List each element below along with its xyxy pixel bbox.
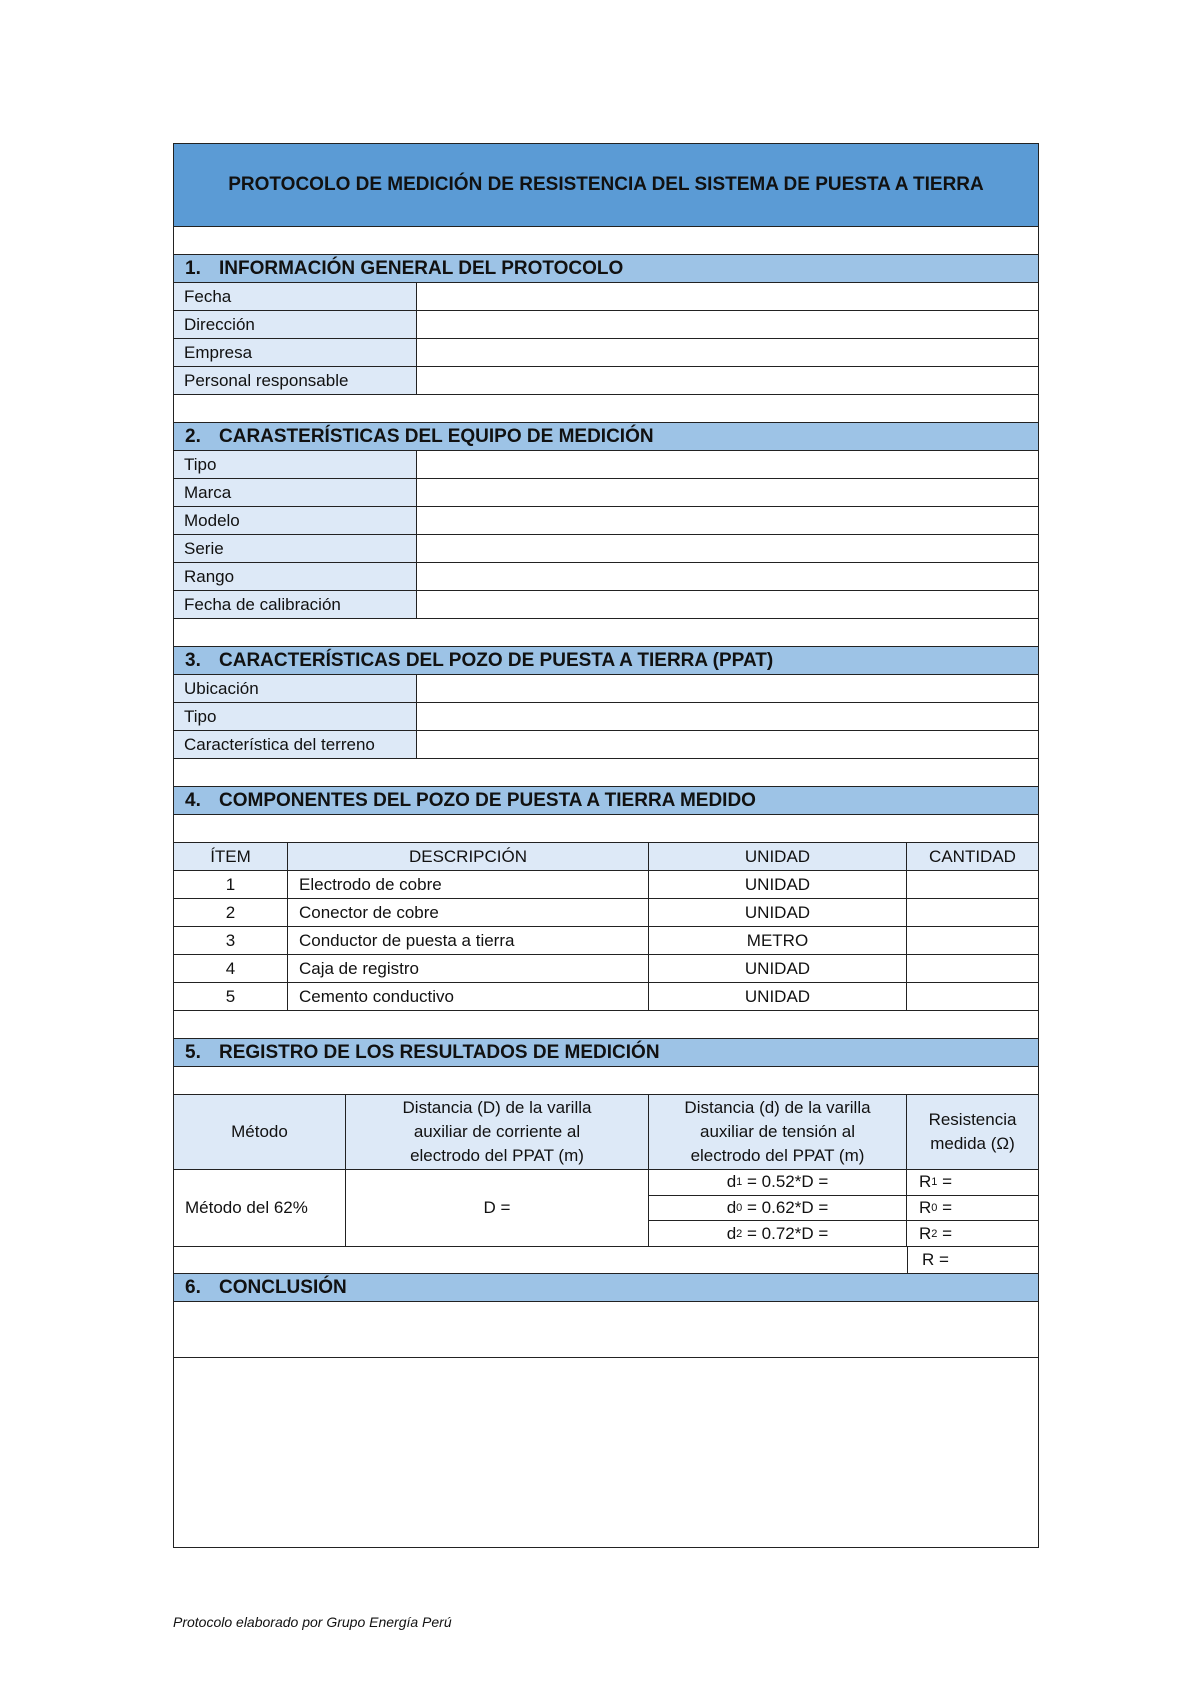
results-table-header [173, 1095, 1039, 1170]
d-symbol: d [726, 1172, 737, 1192]
field-row-empresa [173, 339, 1039, 367]
results-table-body [173, 1170, 1039, 1247]
section-number: 2. [185, 425, 201, 447]
field-value-input[interactable] [417, 451, 1038, 478]
r1-cell[interactable] [907, 1170, 1038, 1196]
spacer-row [173, 395, 1039, 423]
d-formula: = 0.52*D = [742, 1172, 829, 1192]
document-title: PROTOCOLO DE MEDICIÓN DE RESISTENCIA DEL SISTEMA DE PUESTA A TIERRA [173, 143, 1039, 227]
quantity-input[interactable] [907, 871, 1038, 898]
spacer-row [173, 619, 1039, 647]
conclusion-area-top[interactable] [173, 1302, 1039, 1358]
spacer-row [173, 1011, 1039, 1039]
distance-D-header [346, 1095, 649, 1169]
d1-cell[interactable] [649, 1170, 906, 1196]
section-6-header [173, 1274, 1039, 1302]
r-subscript: 1 [931, 1176, 938, 1189]
field-label: Tipo [174, 703, 417, 730]
section-1-header [173, 255, 1039, 283]
section-number: 1. [185, 257, 201, 279]
field-value-input[interactable] [417, 507, 1038, 534]
distance-d-cells [649, 1170, 907, 1246]
quantity-input[interactable] [907, 983, 1038, 1010]
item-cell: 1 [174, 871, 288, 898]
section-title: CARASTERÍSTICAS DEL EQUIPO DE MEDICIÓN [219, 425, 654, 447]
d-symbol: d [726, 1198, 737, 1217]
field-value-input[interactable] [417, 703, 1038, 730]
distance-D-input[interactable]: D = [346, 1170, 649, 1246]
final-resistance-cell[interactable]: R = [922, 1250, 949, 1269]
field-row-rango [173, 563, 1039, 591]
table-row [173, 955, 1039, 983]
field-row-marca [173, 479, 1039, 507]
description-cell: Electrodo de cobre [288, 871, 649, 898]
d-formula: = 0.62*D = [742, 1198, 829, 1217]
column-header: ÍTEM [174, 843, 288, 870]
field-row-terreno [173, 731, 1039, 759]
field-label: Fecha [174, 283, 417, 310]
conclusion-area-bottom[interactable] [173, 1358, 1039, 1548]
header-line: Resistencia [928, 1110, 1017, 1129]
field-label: Serie [174, 535, 417, 562]
r0-cell[interactable] [907, 1196, 1038, 1222]
description-cell: Conector de cobre [288, 899, 649, 926]
spacer-row [173, 227, 1039, 255]
unit-cell: UNIDAD [649, 899, 907, 926]
method-header: Método [174, 1095, 346, 1169]
protocol-sheet [173, 143, 1039, 1548]
field-label: Dirección [174, 311, 417, 338]
field-value-input[interactable] [417, 563, 1038, 590]
field-row-modelo [173, 507, 1039, 535]
section-title: CARACTERÍSTICAS DEL POZO DE PUESTA A TIERRA (PPAT) [219, 649, 774, 671]
field-label: Empresa [174, 339, 417, 366]
field-row-serie [173, 535, 1039, 563]
field-label: Ubicación [174, 675, 417, 702]
header-line: electrodo del PPAT (m) [410, 1146, 584, 1165]
item-cell: 3 [174, 927, 288, 954]
header-line: medida (Ω) [930, 1134, 1015, 1153]
r-equals: = [937, 1172, 953, 1192]
d0-cell[interactable] [649, 1196, 906, 1222]
description-cell: Conductor de puesta a tierra [288, 927, 649, 954]
quantity-input[interactable] [907, 927, 1038, 954]
description-cell: Cemento conductivo [288, 983, 649, 1010]
section-number: 6. [185, 1276, 201, 1298]
final-resistance-row [173, 1247, 1039, 1274]
header-line: auxiliar de tensión al [700, 1122, 855, 1141]
section-title: COMPONENTES DEL POZO DE PUESTA A TIERRA MEDIDO [219, 789, 756, 811]
field-label: Característica del terreno [174, 731, 417, 758]
d-subscript: 1 [736, 1176, 743, 1189]
field-label: Personal responsable [174, 367, 417, 394]
unit-cell: METRO [649, 927, 907, 954]
field-label: Tipo [174, 451, 417, 478]
item-cell: 5 [174, 983, 288, 1010]
r-symbol: R [919, 1223, 932, 1243]
r-subscript: 0 [931, 1202, 938, 1214]
field-value-input[interactable] [417, 311, 1038, 338]
d-subscript: 0 [736, 1202, 743, 1214]
section-4-header [173, 787, 1039, 815]
field-row-direccion [173, 311, 1039, 339]
r-symbol: R [919, 1172, 932, 1192]
section-title: CONCLUSIÓN [219, 1276, 347, 1298]
field-label: Rango [174, 563, 417, 590]
header-line: Distancia (D) de la varilla [402, 1098, 592, 1117]
field-label: Fecha de calibración [174, 591, 417, 618]
field-value-input[interactable] [417, 367, 1038, 394]
section-5-header [173, 1039, 1039, 1067]
field-value-input[interactable] [417, 731, 1038, 758]
field-label: Modelo [174, 507, 417, 534]
d-symbol: d [726, 1223, 737, 1243]
unit-cell: UNIDAD [649, 983, 907, 1010]
section-number: 4. [185, 789, 201, 811]
field-value-input[interactable] [417, 339, 1038, 366]
item-cell: 4 [174, 955, 288, 982]
r2-cell[interactable] [907, 1221, 1038, 1246]
description-cell: Caja de registro [288, 955, 649, 982]
spacer-row [173, 815, 1039, 843]
field-value-input[interactable] [417, 479, 1038, 506]
r-subscript: 2 [931, 1227, 938, 1240]
method-cell: Método del 62% [174, 1170, 346, 1246]
section-number: 5. [185, 1041, 201, 1063]
footer-credit: Protocolo elaborado por Grupo Energía Perú [173, 1614, 452, 1630]
distance-d-header [649, 1095, 907, 1169]
d-subscript: 2 [736, 1227, 743, 1240]
quantity-input[interactable] [907, 955, 1038, 982]
r-equals: = [937, 1223, 953, 1243]
field-row-tipo-pozo [173, 703, 1039, 731]
field-row-personal [173, 367, 1039, 395]
header-line: Distancia (d) de la varilla [684, 1098, 871, 1117]
column-header: CANTIDAD [929, 846, 1016, 866]
field-row-fecha [173, 283, 1039, 311]
spacer-row [173, 759, 1039, 787]
r-equals: = [937, 1198, 953, 1217]
table-row [173, 871, 1039, 899]
field-label: Marca [174, 479, 417, 506]
header-line: electrodo del PPAT (m) [690, 1146, 865, 1165]
table-row [173, 927, 1039, 955]
field-value-input[interactable] [417, 283, 1038, 310]
field-value-input[interactable] [417, 535, 1038, 562]
d-formula: = 0.72*D = [742, 1223, 829, 1243]
field-row-ubicacion [173, 675, 1039, 703]
quantity-input[interactable] [907, 899, 1038, 926]
r-symbol: R [919, 1198, 932, 1217]
field-value-input[interactable] [417, 675, 1038, 702]
item-cell: 2 [174, 899, 288, 926]
column-header: UNIDAD [649, 843, 907, 870]
header-line: auxiliar de corriente al [413, 1122, 581, 1141]
spacer-row [173, 1067, 1039, 1095]
components-table-header [173, 843, 1039, 871]
field-row-fecha-calibracion [173, 591, 1039, 619]
section-title: INFORMACIÓN GENERAL DEL PROTOCOLO [219, 257, 624, 279]
unit-cell: UNIDAD [649, 871, 907, 898]
section-title: REGISTRO DE LOS RESULTADOS DE MEDICIÓN [219, 1041, 660, 1063]
unit-cell: UNIDAD [649, 955, 907, 982]
table-row [173, 899, 1039, 927]
field-value-input[interactable] [417, 591, 1038, 618]
d2-cell[interactable] [649, 1221, 906, 1246]
section-number: 3. [185, 649, 201, 671]
section-3-header [173, 647, 1039, 675]
empty-cell [174, 1247, 908, 1273]
table-row [173, 983, 1039, 1011]
section-2-header [173, 423, 1039, 451]
column-header: DESCRIPCIÓN [288, 843, 649, 870]
resistance-cells [907, 1170, 1038, 1246]
resistance-header [907, 1095, 1038, 1169]
field-row-tipo [173, 451, 1039, 479]
